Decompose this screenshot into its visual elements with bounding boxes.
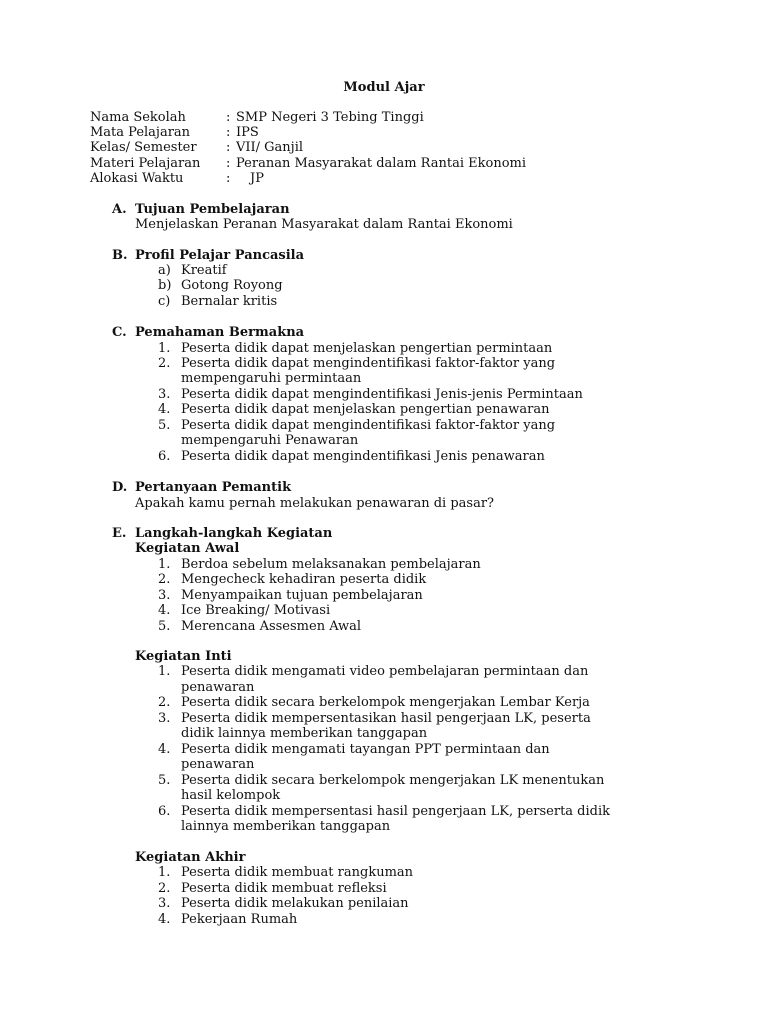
section-text-tujuan: Menjelaskan Peranan Masyarakat dalam Rantai Ekonomi — [135, 217, 513, 232]
list-item: Peserta didik dapat mengindentifikasi faktor-faktor yang — [181, 418, 556, 433]
identity-label-class: Kelas/ Semester — [90, 140, 197, 155]
section-title-tujuan: Tujuan Pembelajaran — [135, 202, 290, 217]
list-marker: 1. — [158, 865, 171, 880]
list-item: Peserta didik membuat refleksi — [181, 881, 387, 896]
identity-value-time: JP — [250, 171, 264, 186]
list-item: Ice Breaking/ Motivasi — [181, 603, 331, 618]
list-item: Peserta didik secara berkelompok mengerjakan LK menentukan — [181, 773, 605, 788]
section-title-pemahaman: Pemahaman Bermakna — [135, 325, 305, 340]
list-marker: 1. — [158, 557, 171, 572]
section-letter: A. — [112, 202, 127, 217]
list-item: Peserta didik mengamati video pembelajaran permintaan dan — [181, 664, 589, 679]
list-item: Peserta didik mempersentasikan hasil pengerjaan LK, peserta — [181, 711, 591, 726]
section-title-profil: Profil Pelajar Pancasila — [135, 248, 305, 263]
list-item-continuation: penawaran — [181, 680, 255, 695]
list-item: Merencana Assesmen Awal — [181, 619, 362, 634]
identity-value-subject: IPS — [236, 125, 259, 140]
list-item: Peserta didik membuat rangkuman — [181, 865, 414, 880]
identity-separator: : — [226, 156, 231, 171]
list-marker: 6. — [158, 804, 171, 819]
list-marker: 3. — [158, 711, 171, 726]
section-letter: E. — [112, 526, 127, 541]
list-item: Peserta didik dapat mengindentifikasi Jenis penawaran — [181, 449, 545, 464]
list-marker: 4. — [158, 912, 171, 927]
section-letter: C. — [112, 325, 127, 340]
list-item: Peserta didik mengamati tayangan PPT permintaan dan — [181, 742, 550, 757]
list-marker: 3. — [158, 387, 171, 402]
identity-label-school: Nama Sekolah — [90, 110, 186, 125]
list-item: Bernalar kritis — [181, 294, 278, 309]
list-item-continuation: lainnya memberikan tanggapan — [181, 819, 391, 834]
list-marker: 4. — [158, 402, 171, 417]
identity-value-class: VII/ Ganjil — [236, 140, 304, 155]
list-marker: 6. — [158, 449, 171, 464]
list-item: Peserta didik secara berkelompok mengerjakan Lembar Kerja — [181, 695, 590, 710]
list-item-continuation: mempengaruhi permintaan — [181, 371, 362, 386]
list-marker: 2. — [158, 881, 171, 896]
list-marker: 3. — [158, 588, 171, 603]
list-marker: 5. — [158, 773, 171, 788]
identity-value-material: Peranan Masyarakat dalam Rantai Ekonomi — [236, 156, 527, 171]
section-letter: D. — [112, 480, 128, 495]
identity-separator: : — [226, 110, 231, 125]
list-item: Peserta didik dapat menjelaskan pengertian permintaan — [181, 341, 553, 356]
list-marker: c) — [158, 294, 171, 309]
list-item-continuation: didik lainnya memberikan tanggapan — [181, 726, 428, 741]
list-marker: b) — [158, 278, 172, 293]
identity-separator: : — [226, 171, 231, 186]
section-text-pemantik: Apakah kamu pernah melakukan penawaran di pasar? — [135, 496, 494, 511]
identity-separator: : — [226, 140, 231, 155]
list-marker: 5. — [158, 619, 171, 634]
section-title-langkah: Langkah-langkah Kegiatan — [135, 526, 333, 541]
list-marker: 2. — [158, 356, 171, 371]
list-item: Berdoa sebelum melaksanakan pembelajaran — [181, 557, 481, 572]
identity-label-material: Materi Pelajaran — [90, 156, 201, 171]
list-item: Peserta didik melakukan penilaian — [181, 896, 409, 911]
section-letter: B. — [112, 248, 128, 263]
list-marker: 5. — [158, 418, 171, 433]
identity-value-school: SMP Negeri 3 Tebing Tinggi — [236, 110, 424, 125]
list-item: Menyampaikan tujuan pembelajaran — [181, 588, 423, 603]
list-item: Peserta didik dapat mengindentifikasi Jenis-jenis Permintaan — [181, 387, 583, 402]
list-item: Kreatif — [181, 263, 227, 278]
list-marker: 2. — [158, 572, 171, 587]
list-item: Gotong Royong — [181, 278, 283, 293]
list-marker: a) — [158, 263, 171, 278]
list-marker: 4. — [158, 742, 171, 757]
subsection-title-akhir: Kegiatan Akhir — [135, 850, 246, 865]
list-marker: 1. — [158, 341, 171, 356]
list-item-continuation: mempengaruhi Penawaran — [181, 433, 359, 448]
list-item: Mengecheck kehadiran peserta didik — [181, 572, 427, 587]
list-marker: 1. — [158, 664, 171, 679]
identity-label-subject: Mata Pelajaran — [90, 125, 191, 140]
subsection-title-inti: Kegiatan Inti — [135, 649, 232, 664]
list-item: Peserta didik dapat mengindentifikasi faktor-faktor yang — [181, 356, 556, 371]
list-item: Pekerjaan Rumah — [181, 912, 298, 927]
list-marker: 2. — [158, 695, 171, 710]
list-marker: 3. — [158, 896, 171, 911]
document-title: Modul Ajar — [343, 80, 425, 95]
identity-separator: : — [226, 125, 231, 140]
list-item: Peserta didik dapat menjelaskan pengertian penawaran — [181, 402, 550, 417]
section-title-pemantik: Pertanyaan Pemantik — [135, 480, 292, 495]
list-item-continuation: hasil kelompok — [181, 788, 281, 803]
list-item-continuation: penawaran — [181, 757, 255, 772]
subsection-title-awal: Kegiatan Awal — [135, 541, 240, 556]
list-marker: 4. — [158, 603, 171, 618]
identity-label-time: Alokasi Waktu — [90, 171, 184, 186]
list-item: Peserta didik mempersentasi hasil pengerjaan LK, perserta didik — [181, 804, 611, 819]
